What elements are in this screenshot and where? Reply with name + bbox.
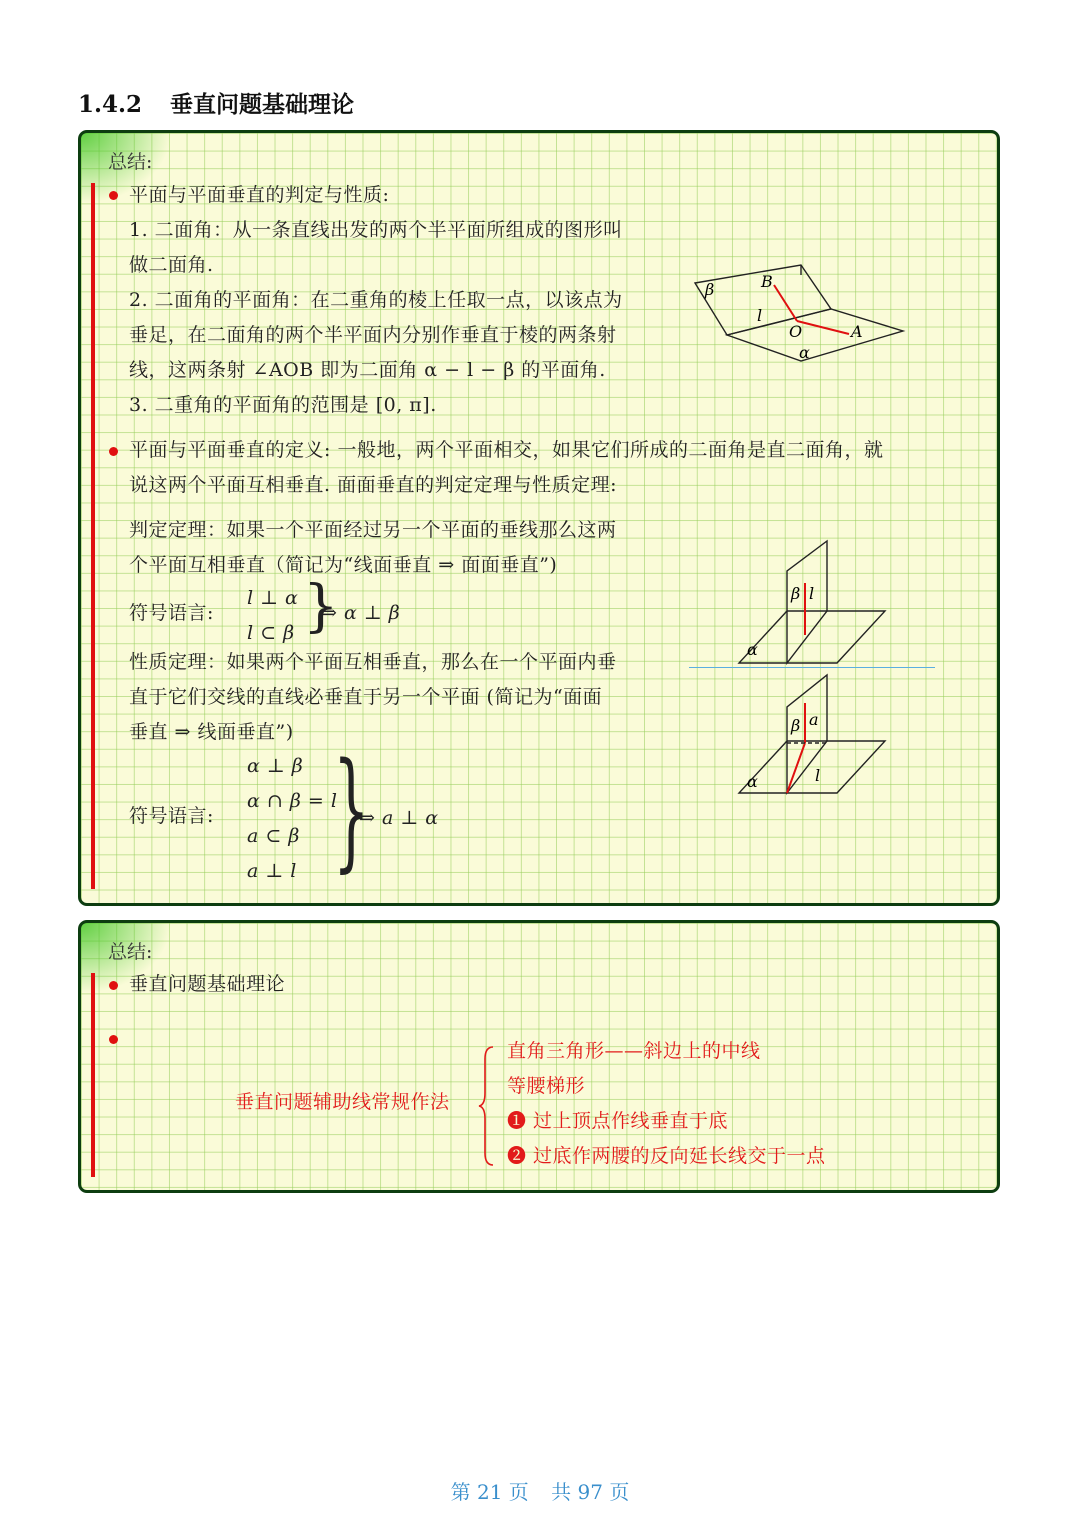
- fig2-label: β: [791, 584, 801, 603]
- item1-title: 平面与平面垂直的判定与性质:: [129, 184, 390, 206]
- item1-line: 3. 二重角的平面角的范围是 [0, π].: [129, 394, 437, 416]
- fig3-label: a: [809, 710, 819, 729]
- property-condition: a ⊂ β: [247, 825, 300, 847]
- left-brace: [477, 1045, 495, 1167]
- right-brace: }: [303, 574, 339, 639]
- item2-line: 说这两个平面互相垂直. 面面垂直的判定定理与性质定理:: [129, 474, 617, 496]
- property-theorem-line: 性质定理：如果两个平面互相垂直，那么在一个平面内垂: [129, 651, 617, 673]
- section-number: 1.4.2: [78, 91, 143, 118]
- method-item: 等腰梯形: [507, 1075, 586, 1097]
- judge-theorem-line: 个平面互相垂直（简记为“线面垂直 ⇒ 面面垂直”): [129, 554, 558, 576]
- fig1-label: B: [761, 272, 773, 291]
- dihedral-angle-figure: [689, 255, 909, 367]
- page-number: 第 21 页: [450, 1480, 529, 1504]
- plane-perpendicular-figure-2: [731, 671, 891, 799]
- item1-line: 垂足，在二面角的两个半平面内分别作垂直于棱的两条射: [129, 324, 617, 346]
- method-item: ❶ 过上顶点作线垂直于底: [507, 1110, 729, 1132]
- red-margin-bar: [91, 183, 95, 889]
- divider-line: [689, 667, 935, 668]
- item2-line: 平面与平面垂直的定义: 一般地，两个平面相交，如果它们所成的二面角是直二面角，就: [129, 439, 884, 461]
- summary-box-2: [78, 920, 1000, 1193]
- red-margin-bar: [91, 973, 95, 1177]
- judge-theorem-line: 判定定理：如果一个平面经过另一个平面的垂线那么这两: [129, 519, 617, 541]
- summary-box-1: [78, 130, 1000, 906]
- plane-perpendicular-figure-1: [731, 537, 891, 665]
- method-item: 直角三角形——斜边上的中线: [507, 1040, 761, 1062]
- fig3-label: α: [747, 772, 758, 791]
- item1-line: 1. 二面角：从一条直线出发的两个半平面所组成的图形叫: [129, 219, 623, 241]
- symbol-label: 符号语言:: [129, 602, 214, 624]
- item1-title: 垂直问题基础理论: [129, 973, 286, 995]
- property-condition: α ⊥ β: [247, 755, 304, 777]
- property-result: ⇒ a ⊥ α: [359, 807, 439, 829]
- fig3-label: β: [791, 716, 801, 735]
- fig1-label: α: [799, 343, 810, 362]
- fig1-label: O: [789, 322, 803, 341]
- page-footer: [0, 1476, 1080, 1505]
- symbol-label: 符号语言:: [129, 805, 214, 827]
- property-condition: α ∩ β = l: [247, 790, 338, 812]
- bullet-dot: [109, 981, 118, 990]
- item1-line: 做二面角.: [129, 254, 214, 276]
- fig3-label: l: [815, 766, 821, 785]
- page-total: 共 97 页: [551, 1480, 630, 1504]
- fig2-label: α: [747, 640, 758, 659]
- item1-line: 线，这两条射 ∠AOB 即为二面角 α − l − β 的平面角.: [129, 359, 606, 381]
- method-label: 垂直问题辅助线常规作法: [235, 1091, 450, 1113]
- judge-result: ⇒ α ⊥ β: [321, 602, 401, 624]
- property-condition: a ⊥ l: [247, 860, 297, 882]
- bullet-dot: [109, 1035, 118, 1044]
- item1-line: 2. 二面角的平面角：在二重角的棱上任取一点，以该点为: [129, 289, 623, 311]
- bullet-dot: [109, 447, 118, 456]
- judge-condition: l ⊥ α: [247, 587, 299, 609]
- fig1-label: β: [705, 280, 715, 299]
- box-label: 总结:: [108, 151, 153, 173]
- fig2-label: l: [809, 584, 815, 603]
- property-theorem-line: 垂直 ⇒ 线面垂直”): [129, 721, 294, 743]
- judge-condition: l ⊂ β: [247, 622, 295, 644]
- right-brace: }: [333, 736, 370, 885]
- section-title: [78, 86, 354, 119]
- section-heading: 垂直问题基础理论: [170, 91, 355, 118]
- bullet-dot: [109, 191, 118, 200]
- method-item: ❷ 过底作两腰的反向延长线交于一点: [507, 1145, 826, 1167]
- fig1-label: l: [757, 306, 763, 325]
- fig1-label: A: [851, 322, 863, 341]
- property-theorem-line: 直于它们交线的直线必垂直于另一个平面 (简记为“面面: [129, 686, 603, 708]
- box-label: 总结:: [108, 941, 153, 963]
